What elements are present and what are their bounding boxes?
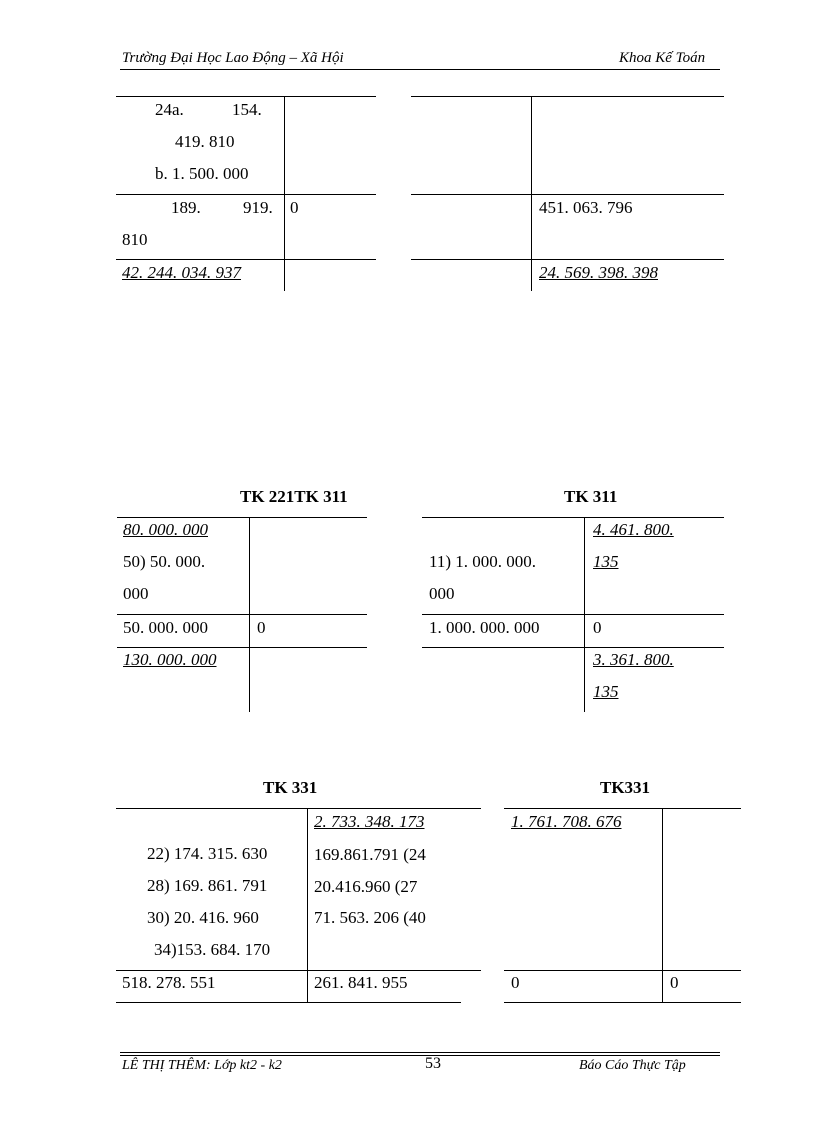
debit-entry: 419. 810: [175, 132, 235, 151]
totals-line: [117, 614, 367, 615]
credit-entry: 71. 563. 206 (40: [314, 908, 426, 927]
debit-entry: 154.: [232, 100, 262, 119]
t-account-top-line: [116, 808, 481, 809]
debit-entry: 50) 50. 000.: [123, 552, 206, 571]
t-account-top-line: [117, 517, 367, 518]
debit-entry: 000: [123, 584, 149, 603]
ending-line: [116, 1002, 461, 1003]
ending-balance: 42. 244. 034. 937: [122, 263, 241, 282]
total-debit: 50. 000. 000: [123, 618, 208, 637]
total-debit: 0: [511, 973, 520, 992]
opening-balance: 2. 733. 348. 173: [314, 812, 425, 831]
total-credit: 0: [257, 618, 266, 637]
opening-balance: 135: [593, 552, 619, 571]
page-number: 53: [425, 1055, 441, 1072]
totals-line: [411, 194, 724, 195]
ending-balance: 24. 569. 398. 398: [539, 263, 658, 282]
debit-entry: b. 1. 500. 000: [155, 164, 249, 183]
ending-line: [504, 1002, 741, 1003]
t-account-divider: [307, 808, 308, 1003]
total-credit: 451. 063. 796: [539, 198, 633, 217]
ending-line: [117, 647, 367, 648]
t-account-top-line: [422, 517, 724, 518]
account-title: TK 221TK 311: [240, 487, 348, 506]
credit-entry: 169.861.791 (24: [314, 845, 426, 864]
total-credit: 0: [593, 618, 602, 637]
ending-balance: 135: [593, 682, 619, 701]
ending-line: [116, 259, 376, 260]
totals-line: [116, 194, 376, 195]
account-title: TK331: [600, 778, 651, 797]
account-title: TK 311: [564, 487, 618, 506]
account-title: TK 331: [263, 778, 318, 797]
debit-entry: 34)153. 684. 170: [154, 940, 271, 959]
header-rule: [120, 69, 720, 70]
total-credit: 0: [670, 973, 679, 992]
t-account-top-line: [504, 808, 741, 809]
total-debit: 518. 278. 551: [122, 973, 216, 992]
header-school: Trường Đại Học Lao Động – Xã Hội: [122, 50, 344, 66]
opening-balance: 4. 461. 800.: [593, 520, 674, 539]
ending-balance: 130. 000. 000: [123, 650, 217, 669]
ending-line: [422, 647, 724, 648]
header-faculty: Khoa Kế Toán: [619, 50, 706, 66]
footer-author: LÊ THỊ THÊM: Lớp kt2 - k2: [122, 1058, 282, 1073]
debit-entry: 000: [429, 584, 455, 603]
footer-rule: [120, 1052, 720, 1053]
totals-line: [504, 970, 741, 971]
total-debit: 189.: [171, 198, 201, 217]
total-credit: 0: [290, 198, 299, 217]
debit-entry: 28) 169. 861. 791: [147, 876, 268, 895]
total-debit: 919.: [243, 198, 273, 217]
totals-line: [116, 970, 481, 971]
debit-entry: 11) 1. 000. 000.: [429, 552, 537, 571]
footer-rule: [120, 1055, 720, 1056]
total-debit: 1. 000. 000. 000: [429, 618, 540, 637]
t-account-top-line: [116, 96, 376, 97]
footer-report: Báo Cáo Thực Tập: [579, 1058, 686, 1073]
opening-balance: 1. 761. 708. 676: [511, 812, 622, 831]
debit-entry: 22) 174. 315. 630: [147, 844, 268, 863]
total-debit: 810: [122, 230, 148, 249]
t-account-divider: [662, 808, 663, 1003]
t-account-top-line: [411, 96, 724, 97]
debit-entry: 30) 20. 416. 960: [147, 908, 259, 927]
credit-entry: 20.416.960 (27: [314, 877, 418, 896]
ending-line: [411, 259, 724, 260]
opening-balance: 80. 000. 000: [123, 520, 208, 539]
debit-entry: 24a.: [155, 100, 184, 119]
total-credit: 261. 841. 955: [314, 973, 408, 992]
ending-balance: 3. 361. 800.: [593, 650, 674, 669]
totals-line: [422, 614, 724, 615]
